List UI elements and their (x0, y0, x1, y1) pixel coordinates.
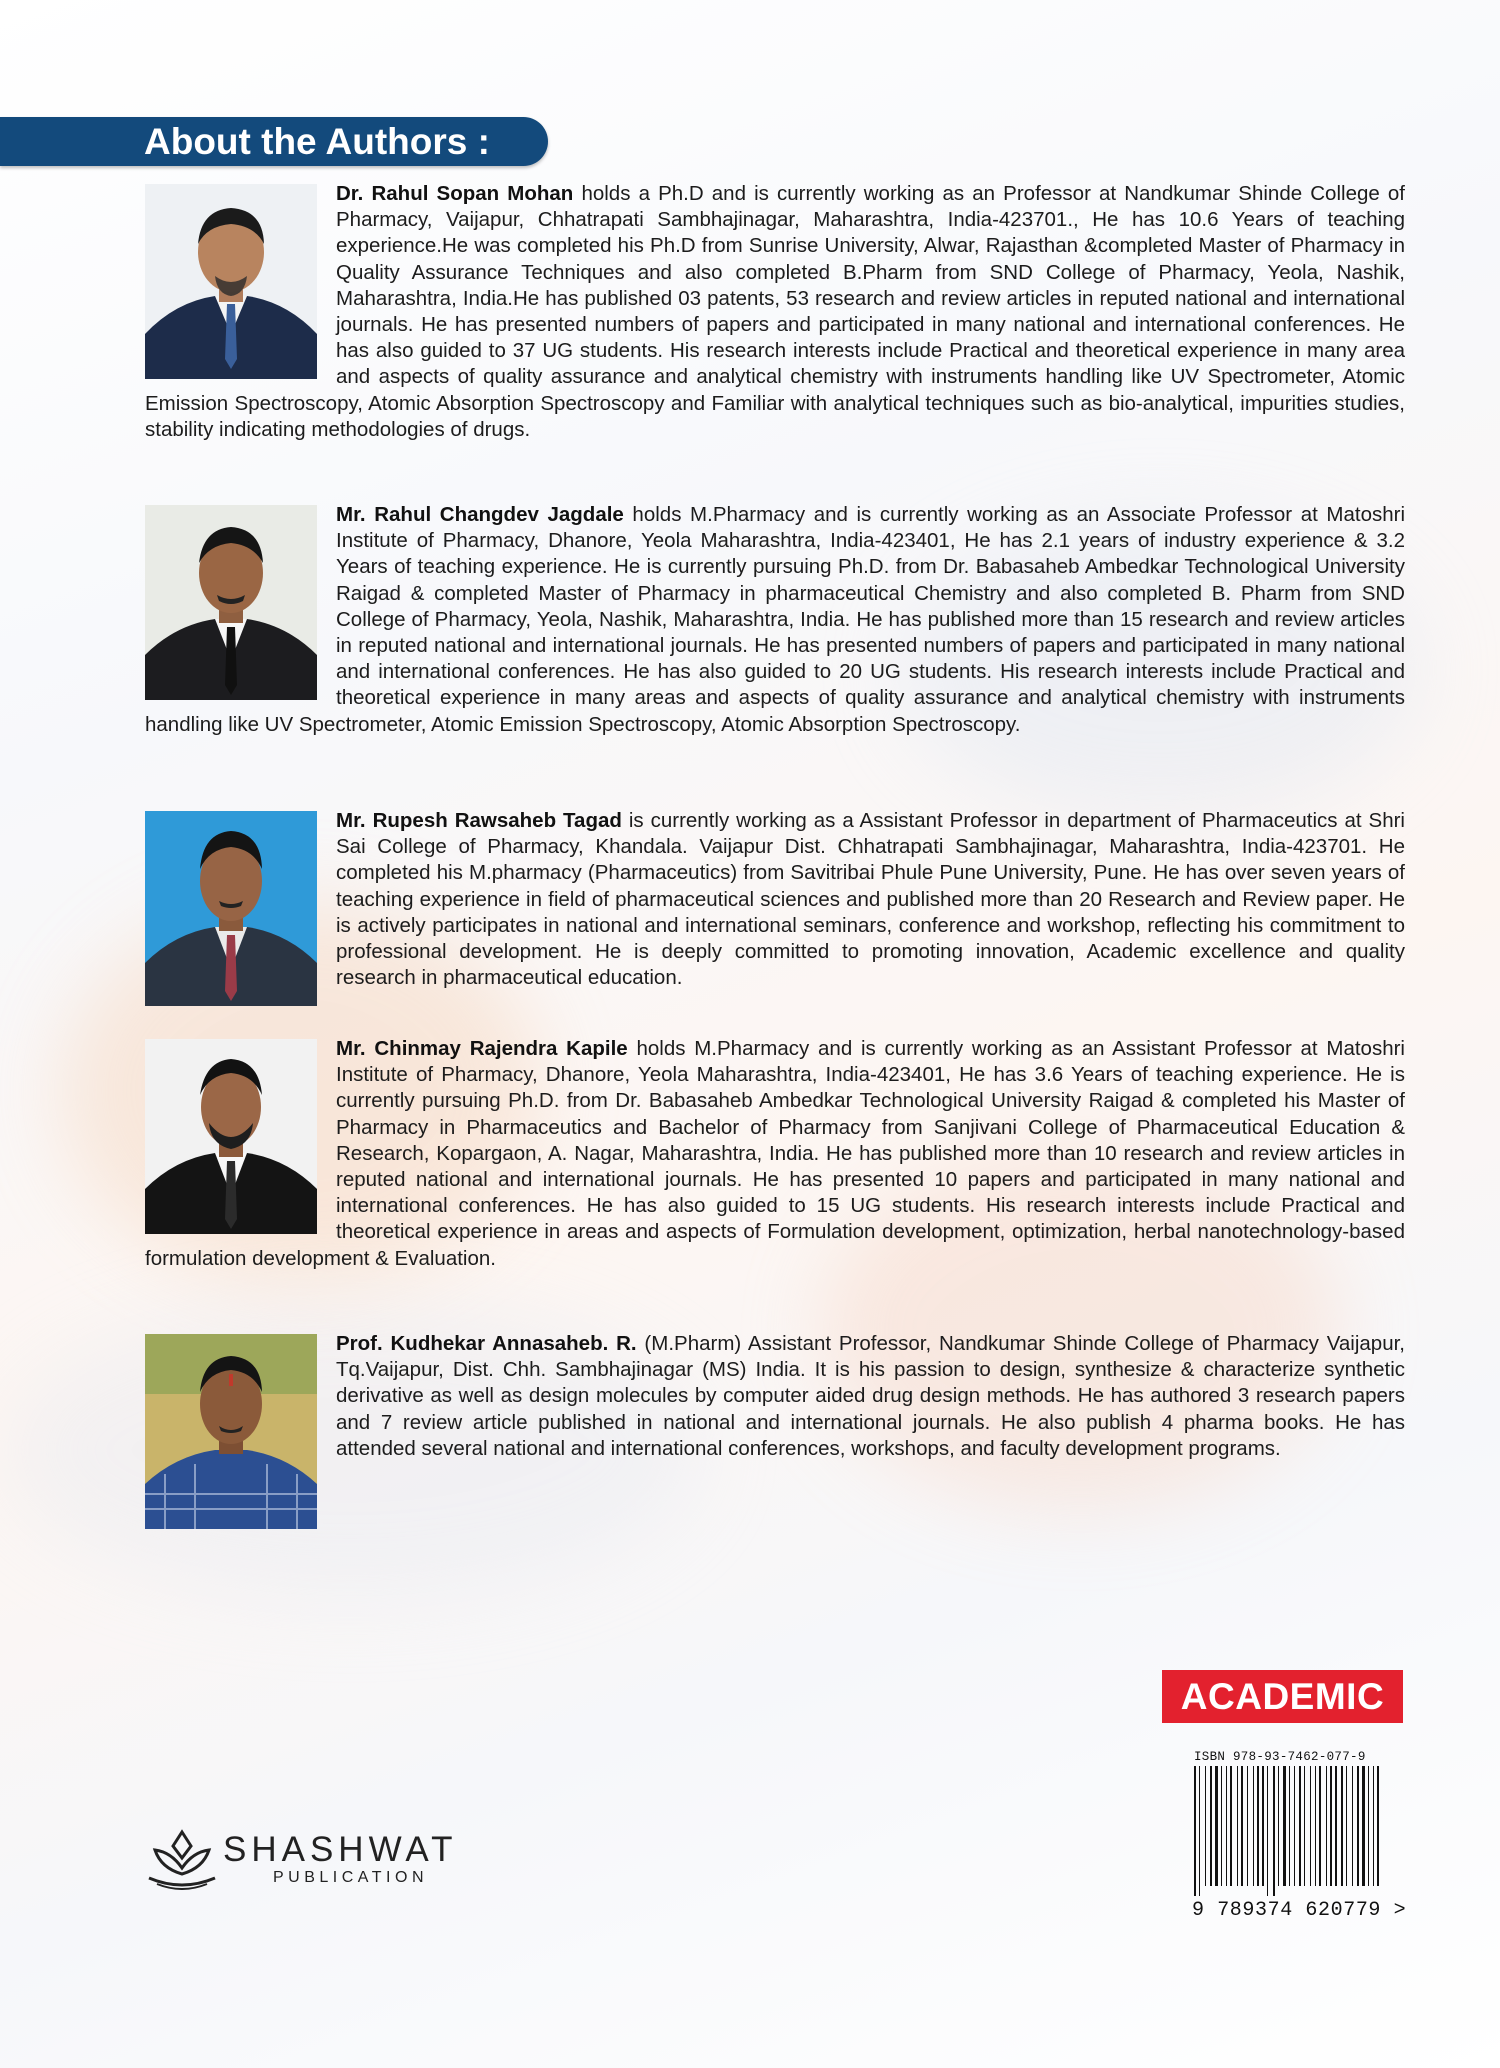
publisher-subtitle: PUBLICATION (273, 1869, 428, 1886)
author-name: Mr. Rupesh Rawsaheb Tagad (336, 809, 622, 832)
author-entry (145, 808, 1405, 1008)
academic-badge: ACADEMIC (1162, 1670, 1403, 1723)
author-bio (145, 1036, 1405, 1272)
author-bio (145, 181, 1405, 443)
author-bio (145, 502, 1405, 738)
author-photo (145, 1039, 317, 1234)
section-heading: About the Authors : (144, 121, 490, 162)
author-photo (145, 811, 317, 1006)
lotus-icon (145, 1828, 219, 1890)
barcode-icon (1192, 1766, 1388, 1896)
author-name: Prof. Kudhekar Annasaheb. R. (336, 1332, 637, 1355)
isbn-label: ISBN 978-93-7462-077-9 (1194, 1750, 1366, 1764)
author-entry (145, 1036, 1405, 1272)
isbn-number: 9 789374 620779 > (1192, 1899, 1407, 1922)
author-bio-text: holds a Ph.D and is currently working as an Professor at Nandkumar Shinde College of Pharmacy, Vaijapur, Chhatrapati Sambhajinagar, Maharashtra, India-423701., He has 10.6 Years of teaching experience.He was completed his Ph.D from Sunrise University, Alwar, Rajasthan &completed Master of Pharmacy in Quality Assurance Techniques and also completed B.Pharm from SND College of Pharmacy, Yeola, Nashik, Maharashtra, India.He has published 03 patents, 53 research and review articles in reputed national and international journals. He has presented numbers of papers and participated in many national and international conferences. He has also guided to 37 UG students. His research interests include Practical and theoretical experience in many area and aspects of quality assurance and analytical chemistry with instruments handling like UV Spectrometer, Atomic Emission Spectroscopy, Atomic Absorption Spectroscopy and Familiar with analytical techniques such as bio-analytical, impurities studies, stability indicating methodologies of drugs. (145, 182, 1405, 441)
author-name: Dr. Rahul Sopan Mohan (336, 182, 574, 205)
author-bio-text: holds M.Pharmacy and is currently working as an Associate Professor at Matoshri Institute of Pharmacy, Dhanore, Yeola Maharashtra, India-423401, He has 2.1 years of industry experience & 3.2 Years of teaching experience. He is currently pursuing Ph.D. from Dr. Babasaheb Ambedkar Technological University Raigad & completed Master of Pharmacy in pharmaceutical Chemistry and also completed B. Pharm from SND College of Pharmacy, Yeola, Nashik, Maharashtra, India. He has published more than 15 research and review articles in reputed national and international journals. He has presented numbers of papers and participated in many national and international conferences. He has also guided to 20 UG students. His research interests include Practical and theoretical experience in many areas and aspects of quality assurance and analytical chemistry with instruments handling like UV Spectrometer, Atomic Emission Spectroscopy, Atomic Absorption Spectroscopy. (145, 503, 1406, 736)
publisher-logo (145, 1828, 458, 1890)
publisher-name: SHASHWAT (223, 1830, 458, 1869)
author-entry (145, 181, 1405, 443)
author-name: Mr. Rahul Changdev Jagdale (336, 503, 624, 526)
author-entry (145, 502, 1405, 738)
author-bio-text: is currently working as a Assistant Professor in department of Pharmaceutics at Shri Sai College of Pharmacy, Khandala. Vaijapur Dist. Chhatrapati Sambhajinagar, Maharashtra, India-423701. He completed his M.pharmacy (Pharmaceutics) from Savitribai Phule Pune University, Pune. He has over seven years of teaching experience in field of pharmaceutical sciences and published more than 20 Research and Review paper. He is actively participates in national and international seminars, conference and workshop, reflecting his commitment to professional development. He is deeply committed to promoting innovation, Academic excellence and quality research in pharmaceutical education. (336, 809, 1405, 990)
author-bio (145, 808, 1405, 991)
author-bio (145, 1331, 1405, 1462)
author-name: Mr. Chinmay Rajendra Kapile (336, 1037, 628, 1060)
author-bio-text: (M.Pharm) Assistant Professor, Nandkumar Shinde College of Pharmacy Vaijapur, Tq.Vaijapur, Dist. Chh. Sambhajinagar (MS) India. It is his passion to design, synthesize & characterize synthetic derivative as well as design molecules by computer aided drug design methods. He has authored 3 research papers and 7 review article published in national and international journals. He also publish 4 pharma books. He has attended several national and international conferences, workshops, and faculty development programs. (336, 1332, 1405, 1460)
author-photo (145, 505, 317, 700)
isbn-barcode (1192, 1750, 1407, 1922)
author-bio-text: holds M.Pharmacy and is currently working as an Assistant Professor at Matoshri Institute of Pharmacy, Dhanore, Yeola Maharashtra, India-423401, He has 3.6 Years of teaching experience. He is currently pursuing Ph.D. from Dr. Babasaheb Ambedkar Technological University Raigad & completed his Master of Pharmacy in Pharmaceutics and Bachelor of Pharmacy from Sanjivani College of Pharmaceutical Education & Research, Kopargaon, A. Nagar, Maharashtra, India. He has published more than 10 research and review articles in reputed national and international journals. He has presented 10 papers and participated in many national and international conferences. He has also guided to 15 UG students. His research interests include Practical and theoretical experience in areas and aspects of Formulation development, optimization, herbal nanotechnology-based formulation development & Evaluation. (145, 1037, 1405, 1270)
author-entry (145, 1331, 1405, 1531)
section-heading-band (0, 117, 548, 166)
author-photo (145, 184, 317, 379)
author-photo (145, 1334, 317, 1529)
